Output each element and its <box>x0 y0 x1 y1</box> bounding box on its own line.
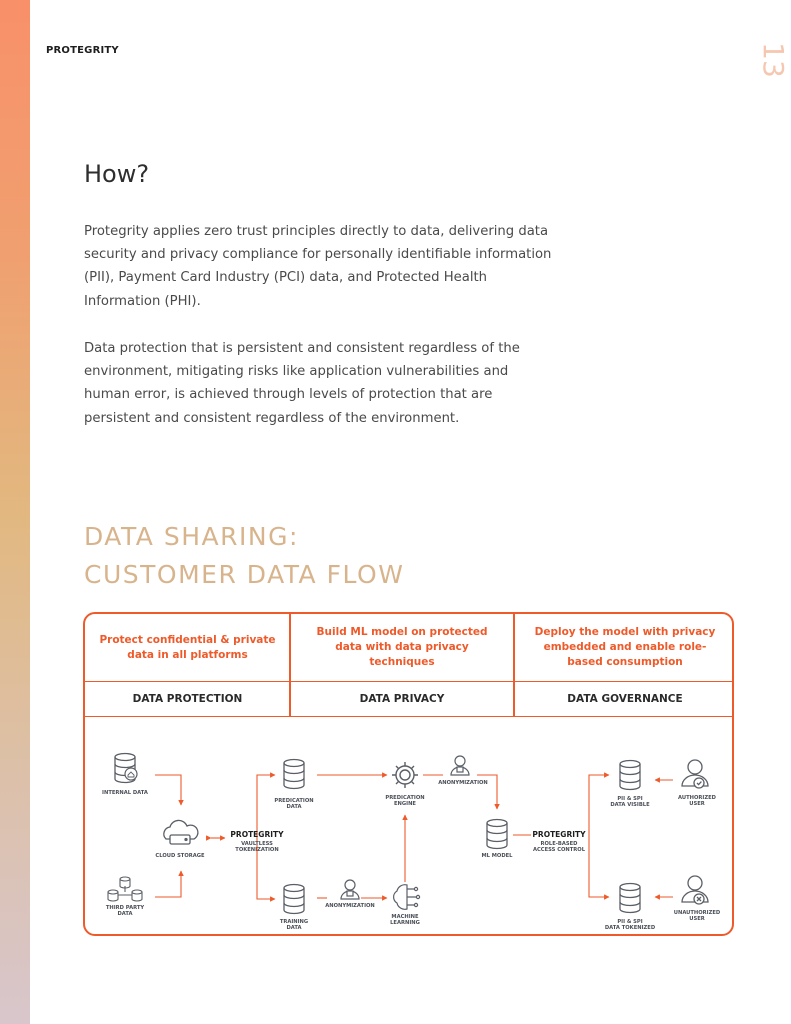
brain-network-icon <box>394 885 420 910</box>
predication-data-icon <box>284 760 304 789</box>
authorized-user-label: AUTHORIZED <box>678 795 716 801</box>
predication-data-label: DATA <box>286 804 302 810</box>
gear-icon <box>392 762 418 788</box>
protection-paragraph: Data protection that is persistent and consistent regardless of the environment, mitigating risks like application vulnerabilities and human error, is achieved through levels of protection that are persistent and consistent regardless of the environment. <box>84 341 520 426</box>
intro-paragraph: Protegrity applies zero trust principles directly to data, delivering data security and privacy compliance for personally identifiable information (PII), Payment Card Industry (PCI) data, and Protected Health Information (PHI). <box>84 224 552 309</box>
predication-data-label: PREDICATION <box>274 798 314 804</box>
rbac-brand: PROTEGRITY <box>532 830 586 839</box>
unauthorized-user-icon <box>682 876 708 904</box>
anonymization-label: ANONYMIZATION <box>438 780 488 786</box>
training-data-icon <box>284 885 304 914</box>
authorized-user-icon <box>682 760 708 788</box>
column-privacy-label: DATA PRIVACY <box>359 693 445 705</box>
ml-model-icon <box>487 820 507 849</box>
internal-data-icon <box>115 754 137 783</box>
column-protection-label: DATA PROTECTION <box>132 693 243 705</box>
rbac-label: ROLE-BASED <box>540 841 578 847</box>
training-data-label: DATA <box>286 925 302 931</box>
data-visible-label: DATA VISIBLE <box>610 802 650 808</box>
column-governance-description: Deploy the model with privacy embedded and enable role-based consumption <box>534 626 716 668</box>
cloud-storage-icon <box>164 820 198 844</box>
column-divider <box>513 614 515 717</box>
section-title-line1: DATA SHARING: <box>84 522 299 551</box>
side-accent-bar <box>0 0 30 1024</box>
internal-data-label: INTERNAL DATA <box>102 790 148 796</box>
anonymization-user-icon <box>451 756 469 775</box>
column-protection-description: Protect confidential & private data in all platforms <box>99 633 276 661</box>
data-visible-label: PII & SPI <box>617 796 643 802</box>
machine-learning-label: LEARNING <box>390 920 420 926</box>
column-governance-label: DATA GOVERNANCE <box>567 693 683 705</box>
column-divider <box>289 614 291 717</box>
data-visible-icon <box>620 761 640 790</box>
section-title <box>84 518 404 594</box>
vaultless-label: VAULTLESS <box>241 841 273 847</box>
page-heading: How? <box>84 160 150 188</box>
predication-engine-label: PREDICATION <box>385 795 425 801</box>
access-control-label: ACCESS CONTROL <box>532 847 586 853</box>
data-tokenized-label: PII & SPI <box>617 919 643 925</box>
predication-engine-label: ENGINE <box>394 801 416 807</box>
data-tokenized-icon <box>620 884 640 913</box>
page-number: 13 <box>757 42 790 78</box>
third-party-data-icon <box>108 877 142 901</box>
flow-graphic <box>85 717 734 935</box>
logo-text: PROTEGRITY <box>46 45 119 56</box>
machine-learning-label: MACHINE <box>391 914 419 920</box>
vaultless-brand: PROTEGRITY <box>230 830 284 839</box>
data-flow-diagram <box>83 612 734 936</box>
third-party-label: DATA <box>117 911 133 917</box>
column-privacy-description: Build ML model on protected data with data privacy techniques <box>316 626 488 668</box>
protegrity-logo <box>46 45 119 56</box>
authorized-user-label: USER <box>689 801 705 807</box>
training-data-label: TRAINING <box>279 919 309 925</box>
data-tokenized-label: DATA TOKENIZED <box>604 925 656 931</box>
unauthorized-user-label: USER <box>689 916 705 922</box>
anonymization-label: ANONYMIZATION <box>325 903 375 909</box>
anonymization-user-icon <box>341 880 359 899</box>
cloud-storage-label: CLOUD STORAGE <box>155 853 205 859</box>
tokenization-label: TOKENIZATION <box>235 847 279 853</box>
section-title-line2: CUSTOMER DATA FLOW <box>84 560 405 589</box>
third-party-label: THIRD PARTY <box>105 905 145 911</box>
unauthorized-user-label: UNAUTHORIZED <box>673 910 721 916</box>
ml-model-label: ML MODEL <box>481 853 513 859</box>
